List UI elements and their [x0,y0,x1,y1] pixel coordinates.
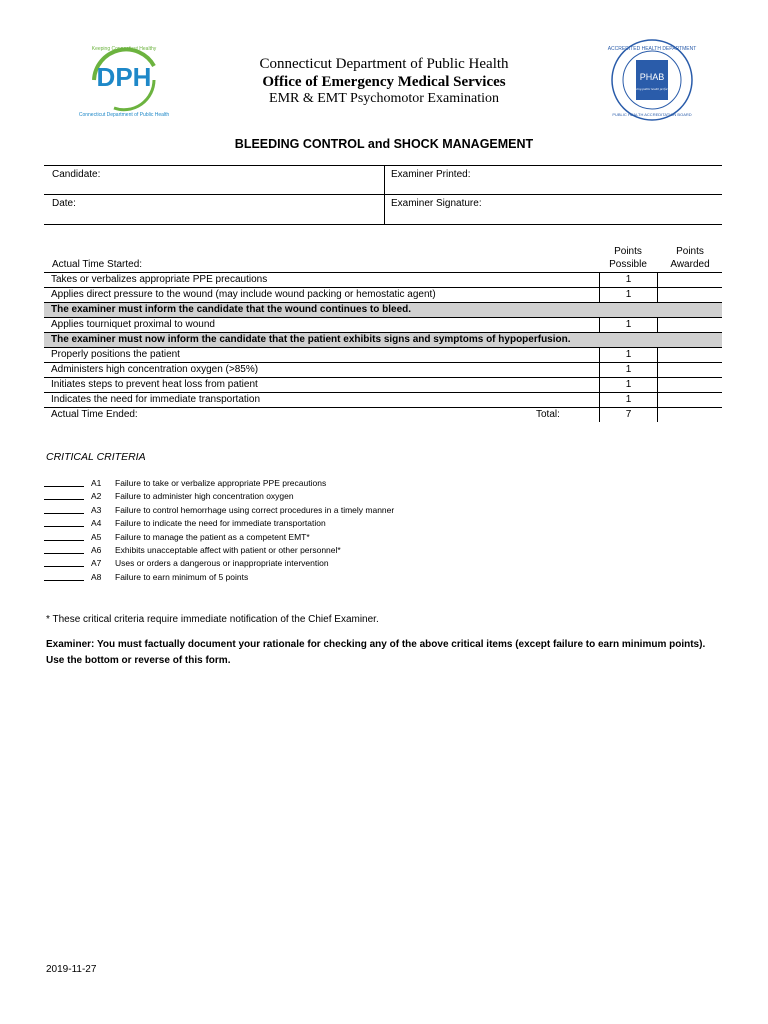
score-row [44,392,722,407]
points-possible-cell: 1 [599,348,657,362]
criterion-code: A3 [91,504,102,515]
seal-sub-text: Advancing public health performance [627,87,677,91]
total-label: Total: [536,409,560,420]
row-label: Applies direct pressure to the wound (may include wound packing or hemostatic agent) [51,289,436,300]
examiner-instruction-row [44,332,722,347]
seal-bottom-text: PUBLIC HEALTH ACCREDITATION BOARD [612,112,692,117]
row-label: Takes or verbalizes appropriate PPE precautions [51,274,268,285]
criterion-code: A2 [91,491,102,502]
check-blank[interactable] [44,513,84,514]
critical-criterion [44,504,544,517]
logo-text: DPH [96,62,152,92]
time-started-label: Actual Time Started: [52,259,143,270]
time-ended-label: Actual Time Ended: [51,409,138,420]
check-blank[interactable] [44,526,84,527]
check-blank[interactable] [44,580,84,581]
critical-criterion [44,517,544,530]
row-label: Applies tourniquet proximal to wound [51,319,215,330]
form-title: BLEEDING CONTROL and SHOCK MANAGEMENT [234,137,534,151]
points-possible-header: Points Possible [609,246,647,270]
points-awarded-cell[interactable] [657,273,723,287]
score-row [44,272,722,287]
check-blank[interactable] [44,553,84,554]
score-row [44,317,722,332]
points-possible-cell: 1 [599,318,657,332]
points-awarded-cell[interactable] [657,318,723,332]
criterion-code: A8 [91,571,102,582]
score-row [44,347,722,362]
criterion-text: Failure to indicate the need for immediate transportation [115,518,326,529]
total-row [44,407,722,422]
points-awarded-cell[interactable] [657,393,723,407]
critical-criterion [44,531,544,544]
department-name: Connecticut Department of Public Health [259,56,509,72]
score-row [44,377,722,392]
examiner-instruction-row [44,302,722,317]
check-blank[interactable] [44,486,84,487]
points-awarded-cell[interactable] [657,348,723,362]
check-blank[interactable] [44,499,84,500]
examiner-signature-field[interactable]: Examiner Signature: [391,198,482,209]
criterion-text: Failure to take or verbalize appropriate PPE precautions [115,478,327,488]
criterion-code: A5 [91,531,102,542]
criterion-text: Failure to control hemorrhage using correct procedures in a timely manner [115,504,395,515]
row-label: Indicates the need for immediate transportation [51,394,261,405]
points-awarded-header: Points Awarded [670,246,710,270]
points-possible-cell: 1 [599,273,657,287]
criterion-text: Failure to earn minimum of 5 points [115,571,249,582]
row-label: Administers high concentration oxygen (>85%) [51,364,259,375]
criterion-text: Exhibits unacceptable affect with patient or other personnel* [115,545,341,555]
critical-criterion [44,557,544,570]
row-label: The examiner must now inform the candidate that the patient exhibits signs and symptoms of hypoperfusion. [51,334,571,345]
exam-name: EMR & EMT Psychomotor Examination [269,91,499,106]
dph-logo [78,36,170,124]
critical-note: * These critical criteria require immediate notification of the Chief Examiner. [46,614,379,625]
critical-criterion [44,544,544,557]
office-name: Office of Emergency Medical Services [262,74,506,90]
criterion-code: A1 [91,478,102,488]
total-points: 7 [599,408,657,422]
examiner-note-line: Examiner: You must factually document your rationale for checking any of the above critical items (except failure to earn minimum points). [46,639,706,650]
date-field[interactable]: Date: [52,198,76,209]
info-table [44,165,722,225]
critical-criterion [44,477,544,490]
examiner-printed-field[interactable]: Examiner Printed: [391,169,471,180]
critical-criterion [44,571,544,584]
logo-sub-text: Connecticut Department of Public Health [78,112,170,118]
score-row [44,362,722,377]
critical-criteria-title: CRITICAL CRITERIA [46,451,146,463]
points-awarded-cell[interactable] [657,363,723,377]
row-label: Initiates steps to prevent heat loss from patient [51,379,258,390]
criterion-text: Failure to manage the patient as a competent EMT* [115,531,310,542]
score-table [44,272,722,422]
examiner-note-line: Use the bottom or reverse of this form. [46,655,231,666]
form-date: 2019-11-27 [46,964,97,975]
criterion-text: Uses or orders a dangerous or inappropriate intervention [115,558,329,569]
check-blank[interactable] [44,540,84,541]
check-blank[interactable] [44,566,84,567]
points-awarded-cell[interactable] [657,288,723,302]
seal-text: PHAB [639,72,665,82]
criterion-code: A6 [91,545,102,555]
candidate-field[interactable]: Candidate: [52,169,101,180]
row-label: The examiner must inform the candidate that the wound continues to bleed. [51,304,412,315]
criterion-text: Failure to administer high concentration oxygen [115,491,294,502]
criterion-code: A7 [91,558,102,569]
points-awarded-cell[interactable] [657,378,723,392]
points-possible-cell: 1 [599,393,657,407]
logo-arc-text: Keeping Connecticut Healthy [91,46,157,52]
points-possible-cell: 1 [599,363,657,377]
seal-arc-text: ACCREDITED HEALTH DEPARTMENT [607,46,697,52]
phab-seal [607,38,697,122]
critical-criterion [44,490,544,503]
score-row [44,287,722,302]
points-possible-cell: 1 [599,378,657,392]
criterion-code: A4 [91,518,102,529]
total-awarded-cell[interactable] [657,408,723,422]
row-label: Properly positions the patient [51,349,180,360]
points-possible-cell: 1 [599,288,657,302]
